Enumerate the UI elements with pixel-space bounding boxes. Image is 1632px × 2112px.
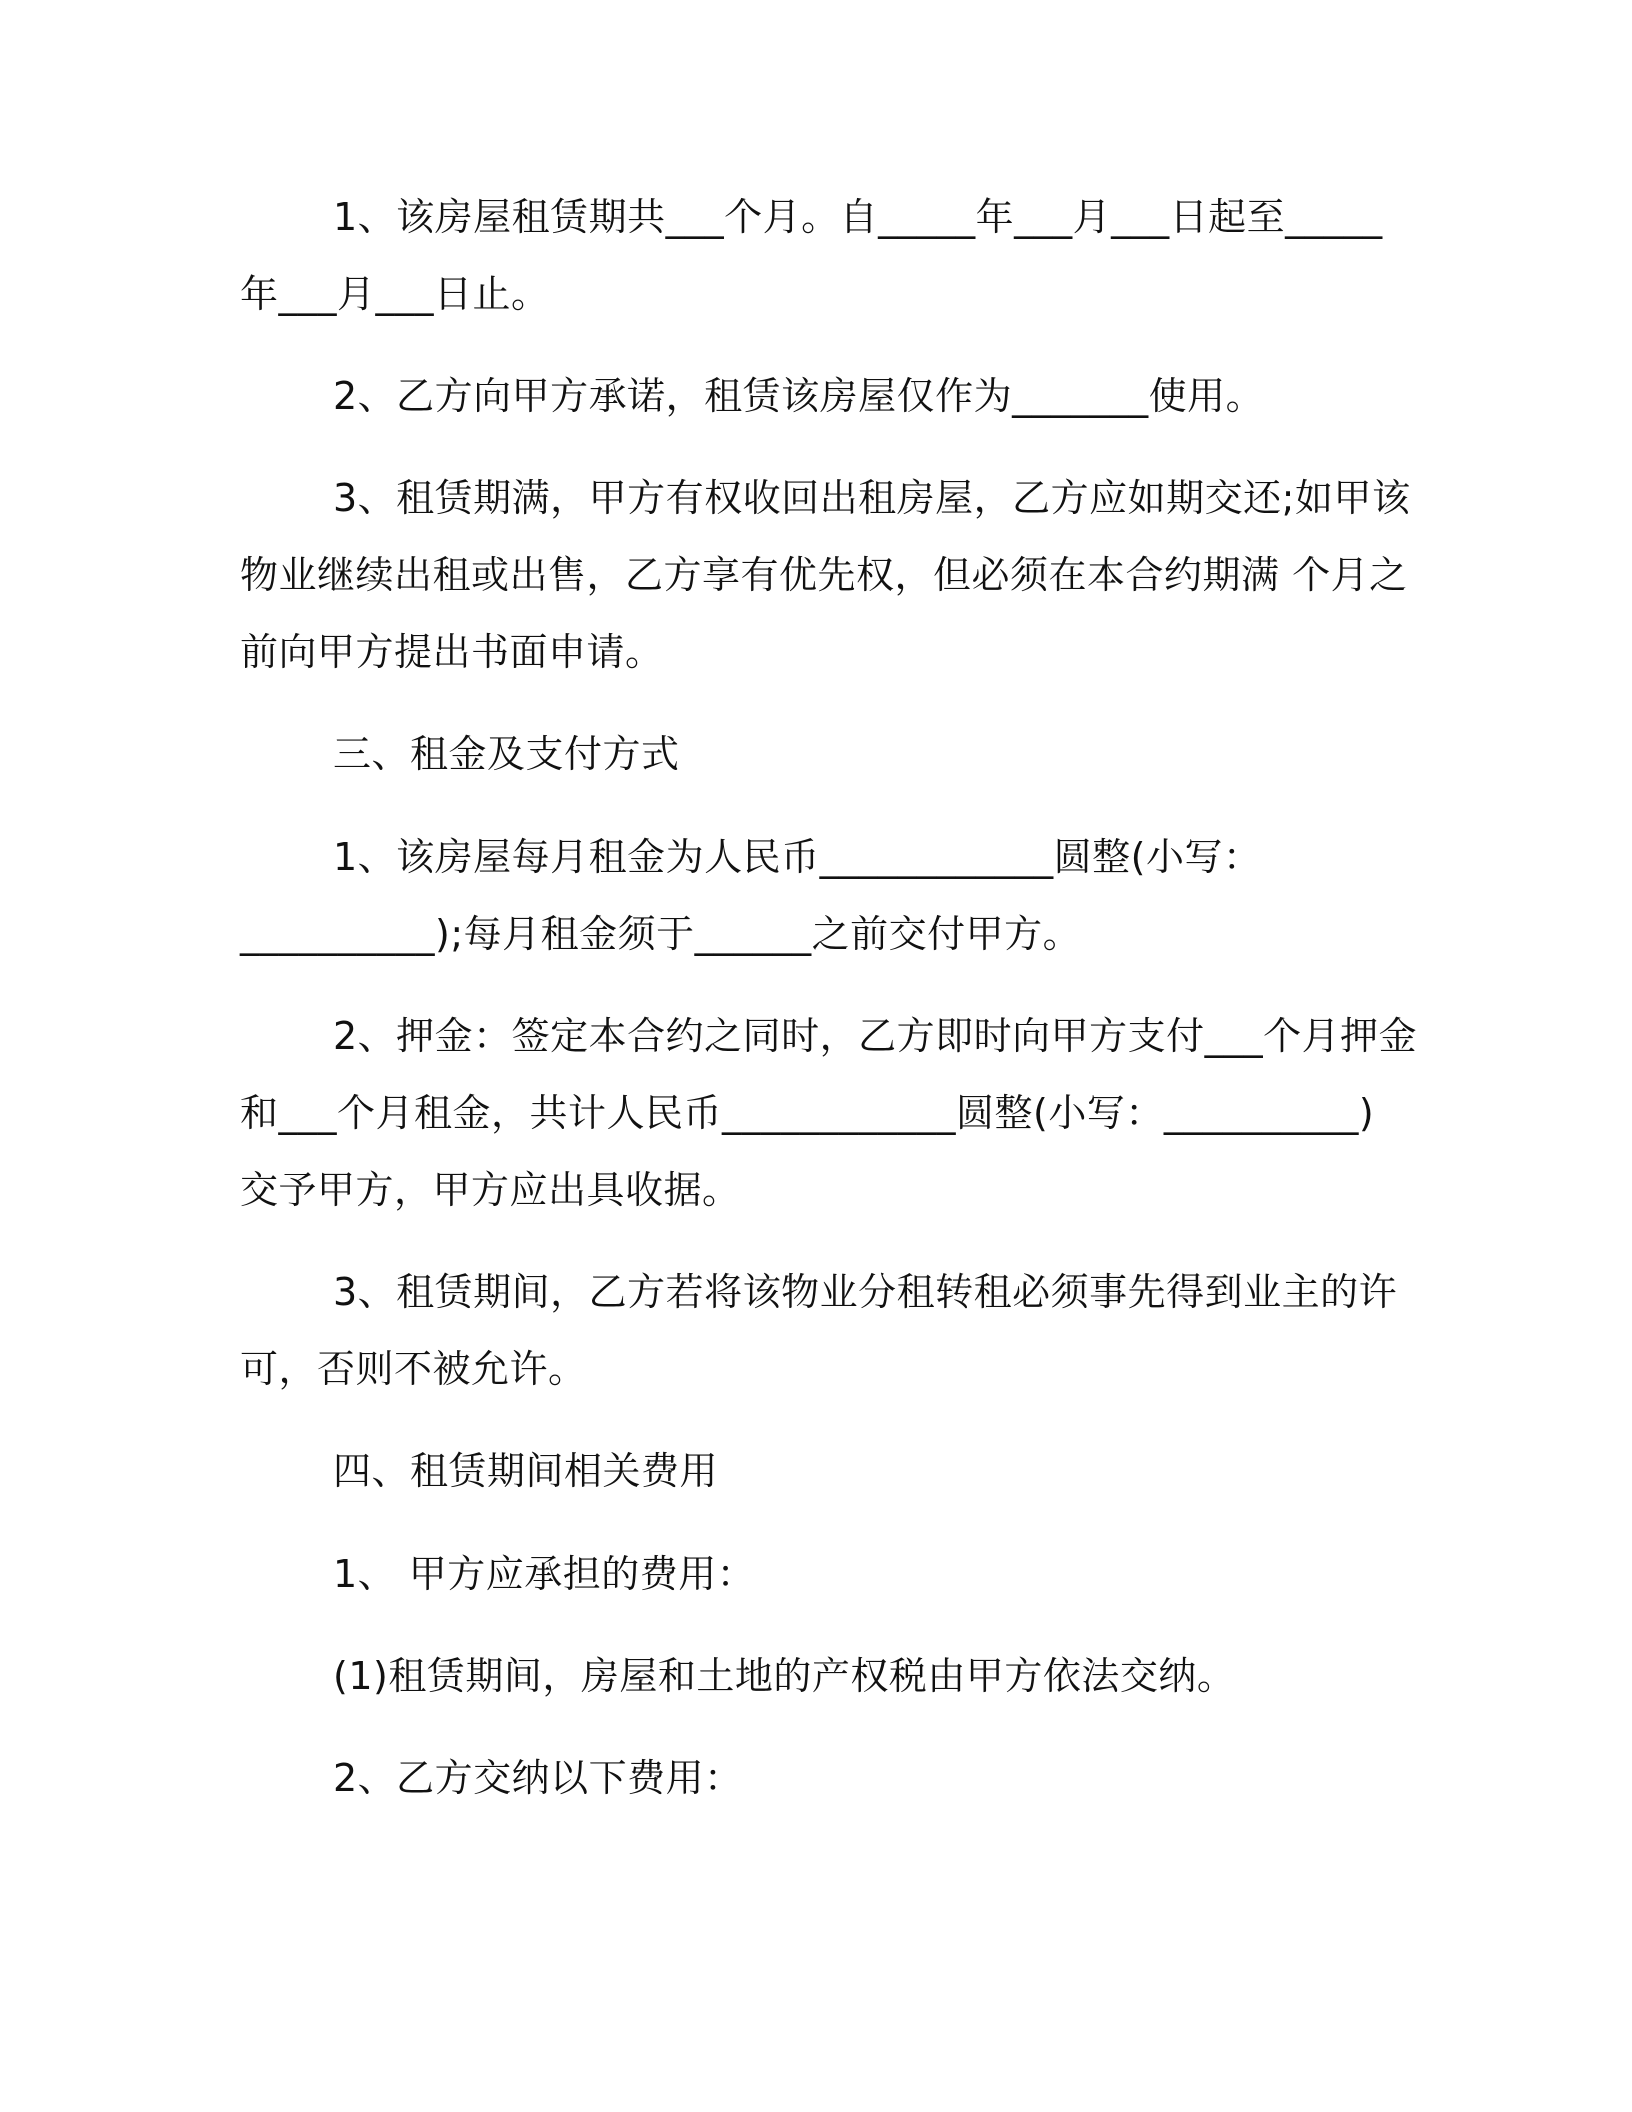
section-heading-fees: 四、租赁期间相关费用 bbox=[333, 1449, 719, 1493]
text-line-11: 和___个月租金，共计人民币____________圆整(小写：__________) bbox=[240, 1091, 1375, 1135]
text-line-6: 前向甲方提出书面申请。 bbox=[240, 630, 664, 674]
text-line-16: 1、 甲方应承担的费用： bbox=[333, 1552, 756, 1596]
text-line-17: (1)租赁期间，房屋和土地的产权税由甲方依法交纳。 bbox=[333, 1654, 1236, 1698]
text-line-13: 3、租赁期间，乙方若将该物业分租转租必须事先得到业主的许 bbox=[333, 1270, 1398, 1314]
text-line-3: 2、乙方向甲方承诺，租赁该房屋仅作为_______使用。 bbox=[333, 374, 1265, 418]
text-line-18: 2、乙方交纳以下费用： bbox=[333, 1756, 743, 1800]
text-line-1: 1、该房屋租赁期共___个月。自_____年___月___日起至_____ bbox=[333, 195, 1383, 239]
text-line-8: 1、该房屋每月租金为人民币____________圆整(小写： bbox=[333, 835, 1262, 879]
text-line-9: __________);每月租金须于______之前交付甲方。 bbox=[240, 912, 1082, 956]
text-line-14: 可，否则不被允许。 bbox=[240, 1347, 587, 1391]
text-line-5: 物业继续出租或出售，乙方享有优先权，但必须在本合约期满 个月之 bbox=[240, 553, 1408, 597]
text-line-2: 年___月___日止。 bbox=[240, 272, 550, 316]
section-heading-rent: 三、租金及支付方式 bbox=[333, 732, 680, 776]
text-line-4: 3、租赁期满，甲方有权收回出租房屋，乙方应如期交还;如甲该 bbox=[333, 476, 1411, 520]
text-line-12: 交予甲方，甲方应出具收据。 bbox=[240, 1168, 741, 1212]
text-line-10: 2、押金：签定本合约之同时，乙方即时向甲方支付___个月押金 bbox=[333, 1014, 1418, 1058]
